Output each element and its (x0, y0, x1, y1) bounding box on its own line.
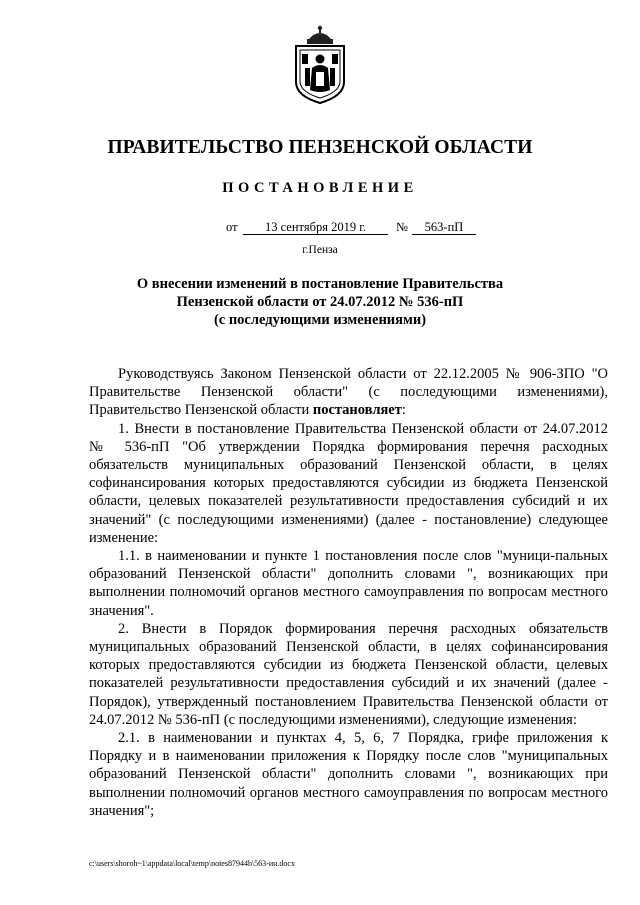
number-label: № (396, 220, 408, 234)
subject-line-2: Пензенской области от 24.07.2012 № 536-пП (176, 294, 464, 310)
subject-heading (0, 275, 640, 329)
coat-of-arms-icon (288, 24, 352, 106)
intro-decree-word: постановляет (312, 402, 402, 419)
subject-line-3: (с последующими изменениями) (213, 312, 427, 328)
date-from-label: от (226, 220, 238, 234)
intro-colon: : (401, 402, 406, 419)
paragraph-2: 2. Внести в Порядок формирования перечня расходных обязательств муниципальных образований Пензенской области, в целях софинансирования которых предоставляются субсидии из бюджета Пензенской области, целевых показателей результативности предоставления субсидий и их значений (далее - Порядок), утвержденный постановлением Правительства Пензенской области от 24.07.2012 № 536-пП (с последующими изменениями), следующие изменения: (89, 620, 608, 728)
subject-line-1: О внесении изменений в постановление Правительства (136, 276, 504, 292)
government-title: ПРАВИТЕЛЬСТВО ПЕНЗЕНСКОЙ ОБЛАСТИ (107, 137, 533, 158)
intro-paragraph (89, 365, 608, 420)
intro-text: Руководствуясь Законом Пензенской области от 22.12.2005 № 906-ЗПО "О Правительстве Пензенской области" (с последующими изменениями), Правительство Пензенской области (89, 366, 608, 419)
file-path-footer: c:\users\shoroh~1\appdata\local\temp\notes87944b\563-ин.docx (89, 859, 295, 868)
paragraph-2-1: 2.1. в наименовании и пунктах 4, 5, 6, 7 Порядка, грифе приложения к Порядку и в наименовании приложения к Порядку после слов "муниципальных образований Пензенской области" дополнить словами ", возникающих при выполнении полномочий органов местного самоуправления по вопросам местного значения"; (89, 730, 608, 819)
number-value: 563-пП (412, 220, 476, 235)
document-type: ПОСТАНОВЛЕНИЕ (222, 180, 418, 196)
city: г.Пенза (302, 244, 338, 256)
paragraph-1-1: 1.1. в наименовании и пункте 1 постановления после слов "муници-пальных образований Пензенской области" дополнить словами ", возникающих при выполнении полномочий органов местного самоуправления по вопросам местного значения". (89, 548, 608, 619)
document-body (89, 365, 608, 820)
date-value: 13 сентября 2019 г. (243, 220, 388, 235)
paragraph-1: 1. Внести в постановление Правительства Пензенской области от 24.07.2012 № 536-пП "Об утверждении Порядка формирования перечня расходных обязательств муниципальных образований Пензенской области, в целях софинансирования которых предоставляются субсидии из бюджета Пензенской области, целевых показателей результативности предоставления субсидий и их значений" (с последующими изменениями) (далее - постановление) следующее изменение: (89, 420, 608, 546)
